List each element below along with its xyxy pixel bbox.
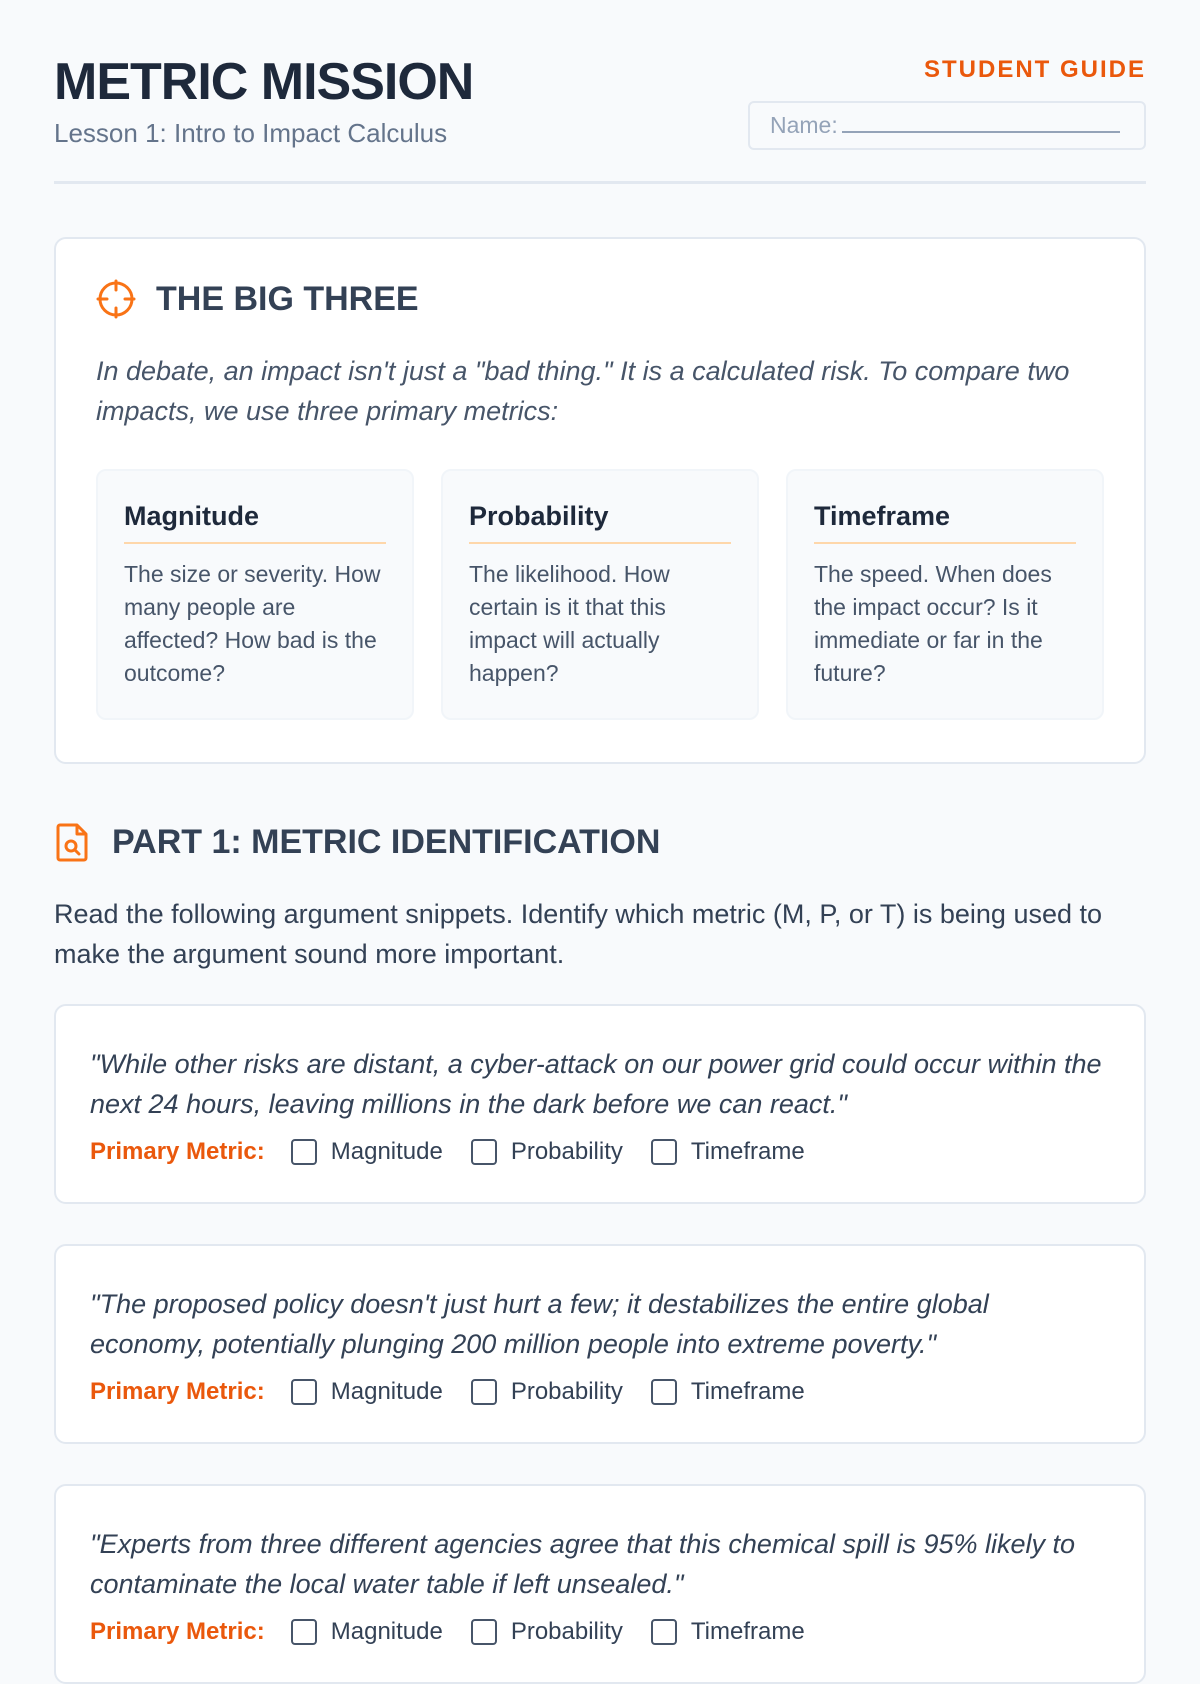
page-title: METRIC MISSION xyxy=(54,53,474,111)
option-magnitude[interactable] xyxy=(291,1378,443,1406)
metric-name: Magnitude xyxy=(124,501,386,544)
option-label: Probability xyxy=(510,1378,623,1405)
option-label: Timeframe xyxy=(690,1378,805,1405)
name-field[interactable] xyxy=(748,101,1146,150)
probability-checkbox[interactable] xyxy=(471,1139,497,1165)
option-timeframe[interactable] xyxy=(651,1378,805,1406)
question-card-1 xyxy=(54,1004,1146,1204)
probability-checkbox[interactable] xyxy=(471,1619,497,1645)
argument-quote: "The proposed policy doesn't just hurt a few; it destabilizes the entire global economy, potentially plunging 200 million people into extreme poverty." xyxy=(90,1289,989,1359)
option-label: Probability xyxy=(510,1138,623,1165)
metric-description: The likelihood. How certain is it that this impact will actually happen? xyxy=(469,561,670,686)
option-label: Timeframe xyxy=(690,1138,805,1165)
metric-card-timeframe xyxy=(786,469,1104,720)
option-probability[interactable] xyxy=(471,1618,623,1646)
metric-cards xyxy=(96,469,1104,720)
metric-card-probability xyxy=(441,469,759,720)
name-field-line xyxy=(842,115,1120,133)
option-label: Magnitude xyxy=(330,1138,443,1165)
primary-metric-label: Primary Metric: xyxy=(90,1138,265,1165)
option-magnitude[interactable] xyxy=(291,1138,443,1166)
option-timeframe[interactable] xyxy=(651,1138,805,1166)
big-three-heading xyxy=(96,279,1104,319)
metric-name: Probability xyxy=(469,501,731,544)
part1-instructions: Read the following argument snippets. Identify which metric (M, P, or T) is being used to make the argument sound more important. xyxy=(54,899,1103,969)
magnitude-checkbox[interactable] xyxy=(291,1379,317,1405)
magnitude-checkbox[interactable] xyxy=(291,1139,317,1165)
big-three-card xyxy=(54,237,1146,764)
option-probability[interactable] xyxy=(471,1138,623,1166)
page-header xyxy=(54,0,1146,184)
name-field-label: Name: xyxy=(770,112,838,138)
answer-row xyxy=(90,1618,1110,1646)
big-three-title: THE BIG THREE xyxy=(156,279,419,318)
option-magnitude[interactable] xyxy=(291,1618,443,1646)
option-label: Probability xyxy=(510,1618,623,1645)
timeframe-checkbox[interactable] xyxy=(651,1379,677,1405)
metric-card-magnitude xyxy=(96,469,414,720)
timeframe-checkbox[interactable] xyxy=(651,1619,677,1645)
lesson-subtitle: Lesson 1: Intro to Impact Calculus xyxy=(54,118,448,148)
metric-description: The size or severity. How many people are affected? How bad is the outcome? xyxy=(124,561,381,686)
metric-description: The speed. When does the impact occur? Is it immediate or far in the future? xyxy=(814,561,1052,686)
part1-title: PART 1: METRIC IDENTIFICATION xyxy=(112,822,661,861)
option-label: Timeframe xyxy=(690,1618,805,1645)
option-label: Magnitude xyxy=(330,1618,443,1645)
argument-quote: "While other risks are distant, a cyber-attack on our power grid could occur within the next 24 hours, leaving millions in the dark before we can react." xyxy=(90,1049,1102,1119)
timeframe-checkbox[interactable] xyxy=(651,1139,677,1165)
big-three-intro: In debate, an impact isn't just a "bad thing." It is a calculated risk. To compare two impacts, we use three primary metrics: xyxy=(96,356,1070,426)
option-label: Magnitude xyxy=(330,1378,443,1405)
option-probability[interactable] xyxy=(471,1378,623,1406)
part1-heading xyxy=(54,822,1146,862)
question-card-2 xyxy=(54,1244,1146,1444)
student-guide-label: STUDENT GUIDE xyxy=(923,56,1146,83)
metric-name: Timeframe xyxy=(814,501,1076,544)
question-card-3 xyxy=(54,1484,1146,1684)
document-search-icon xyxy=(54,822,92,862)
magnitude-checkbox[interactable] xyxy=(291,1619,317,1645)
answer-row xyxy=(90,1138,1110,1166)
probability-checkbox[interactable] xyxy=(471,1379,497,1405)
argument-quote: "Experts from three different agencies agree that this chemical spill is 95% likely to contaminate the local water table if left unsealed." xyxy=(90,1529,1076,1599)
answer-row xyxy=(90,1378,1110,1406)
option-timeframe[interactable] xyxy=(651,1618,805,1646)
primary-metric-label: Primary Metric: xyxy=(90,1618,265,1645)
primary-metric-label: Primary Metric: xyxy=(90,1378,265,1405)
crosshair-icon xyxy=(96,279,136,319)
